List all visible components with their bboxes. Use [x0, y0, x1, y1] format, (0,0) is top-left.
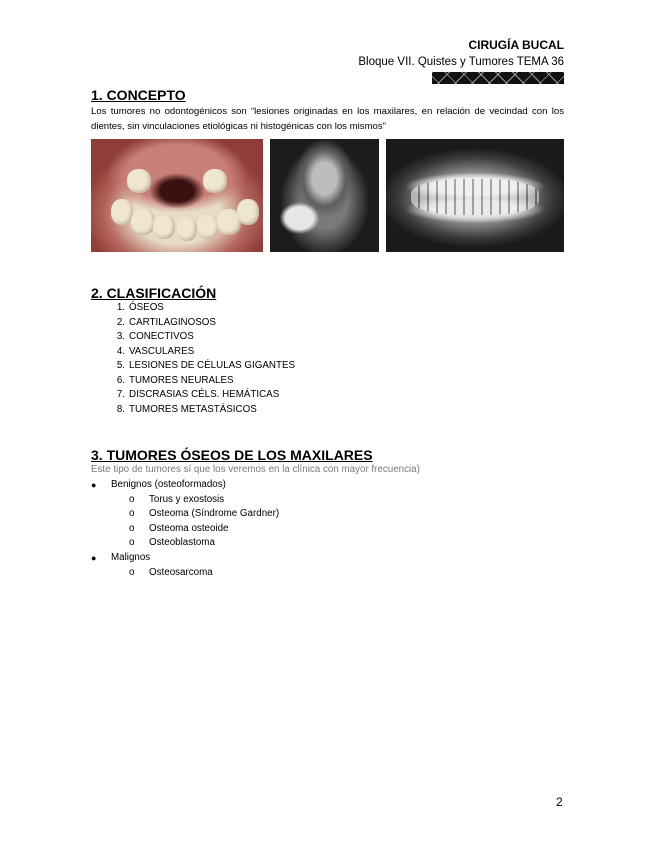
list-number: 6.	[116, 374, 125, 386]
header-subtitle: Bloque VII. Quistes y Tumores TEMA 36	[358, 56, 564, 68]
subgroup-item	[91, 493, 279, 508]
list-label: TUMORES NEURALES	[129, 374, 234, 386]
redaction-bar	[432, 72, 564, 84]
list-item	[91, 345, 295, 360]
group-item	[91, 551, 279, 580]
section-title-clasificacion: 2. CLASIFICACIÓN	[91, 285, 217, 301]
panoramic-xray-image	[386, 139, 564, 252]
page-number: 2	[556, 795, 563, 809]
list-number: 7.	[116, 389, 125, 400]
tumor-groups-list	[91, 478, 279, 580]
subgroup-label: Osteoma (Síndrome Gardner)	[149, 508, 280, 520]
course-title: CIRUGÍA BUCAL	[468, 38, 564, 52]
section-note: Este tipo de tumores sí que los veremos en la clínica con mayor frecuencia)	[91, 464, 420, 475]
list-number: 3.	[116, 331, 125, 342]
circle-bullet-icon: o	[129, 508, 135, 520]
section-title-concepto: 1. CONCEPTO	[91, 87, 186, 103]
list-label: CARTILAGINOSOS	[129, 316, 216, 328]
list-label: ÓSEOS	[129, 302, 164, 313]
group-label: Malignos	[111, 551, 151, 563]
list-item	[91, 403, 295, 418]
subgroup-label: Osteosarcoma	[149, 566, 213, 578]
list-item	[91, 359, 295, 374]
subgroup-item	[91, 536, 279, 551]
list-item	[91, 388, 295, 403]
circle-bullet-icon: o	[129, 537, 135, 549]
list-number: 4.	[116, 345, 125, 357]
classification-list	[91, 301, 295, 417]
section-title-tumores-oseos: 3. TUMORES ÓSEOS DE LOS MAXILARES	[91, 447, 373, 463]
skull-xray-image	[270, 139, 379, 252]
circle-bullet-icon: o	[129, 566, 135, 578]
subgroup-label: Torus y exostosis	[149, 493, 225, 505]
circle-bullet-icon: o	[129, 493, 135, 505]
concepto-paragraph: Los tumores no odontogénicos son “lesiones originadas en los maxilares, en relación de vecindad con los dientes, sin vinculaciones etiológicas ni histogénicas con los mismos”	[91, 106, 564, 132]
group-item	[91, 478, 279, 551]
list-label: VASCULARES	[129, 345, 195, 357]
group-label: Benignos (osteoformados)	[111, 479, 226, 490]
page-header	[358, 38, 564, 70]
list-item	[91, 374, 295, 389]
list-number: 2.	[116, 316, 125, 328]
list-number: 1.	[116, 302, 125, 313]
subgroup-label: Osteoblastoma	[149, 537, 215, 549]
list-number: 8.	[116, 403, 125, 415]
list-label: CONECTIVOS	[129, 331, 194, 342]
subgroup-label: Osteoma osteoide	[149, 522, 229, 534]
list-label: DISCRASIAS CÉLS. HEMÁTICAS	[129, 389, 280, 400]
list-item	[91, 301, 295, 316]
list-label: TUMORES METASTÁSICOS	[129, 403, 257, 415]
subgroup-item	[91, 566, 279, 581]
list-item	[91, 330, 295, 345]
bullet-icon: ●	[91, 552, 97, 563]
intraoral-photo	[91, 139, 263, 252]
subgroup-item	[91, 522, 279, 537]
circle-bullet-icon: o	[129, 522, 135, 534]
bullet-icon: ●	[91, 480, 97, 490]
list-item	[91, 316, 295, 331]
subgroup-item	[91, 507, 279, 522]
list-number: 5.	[116, 360, 125, 371]
list-label: LESIONES DE CÉLULAS GIGANTES	[129, 360, 296, 371]
